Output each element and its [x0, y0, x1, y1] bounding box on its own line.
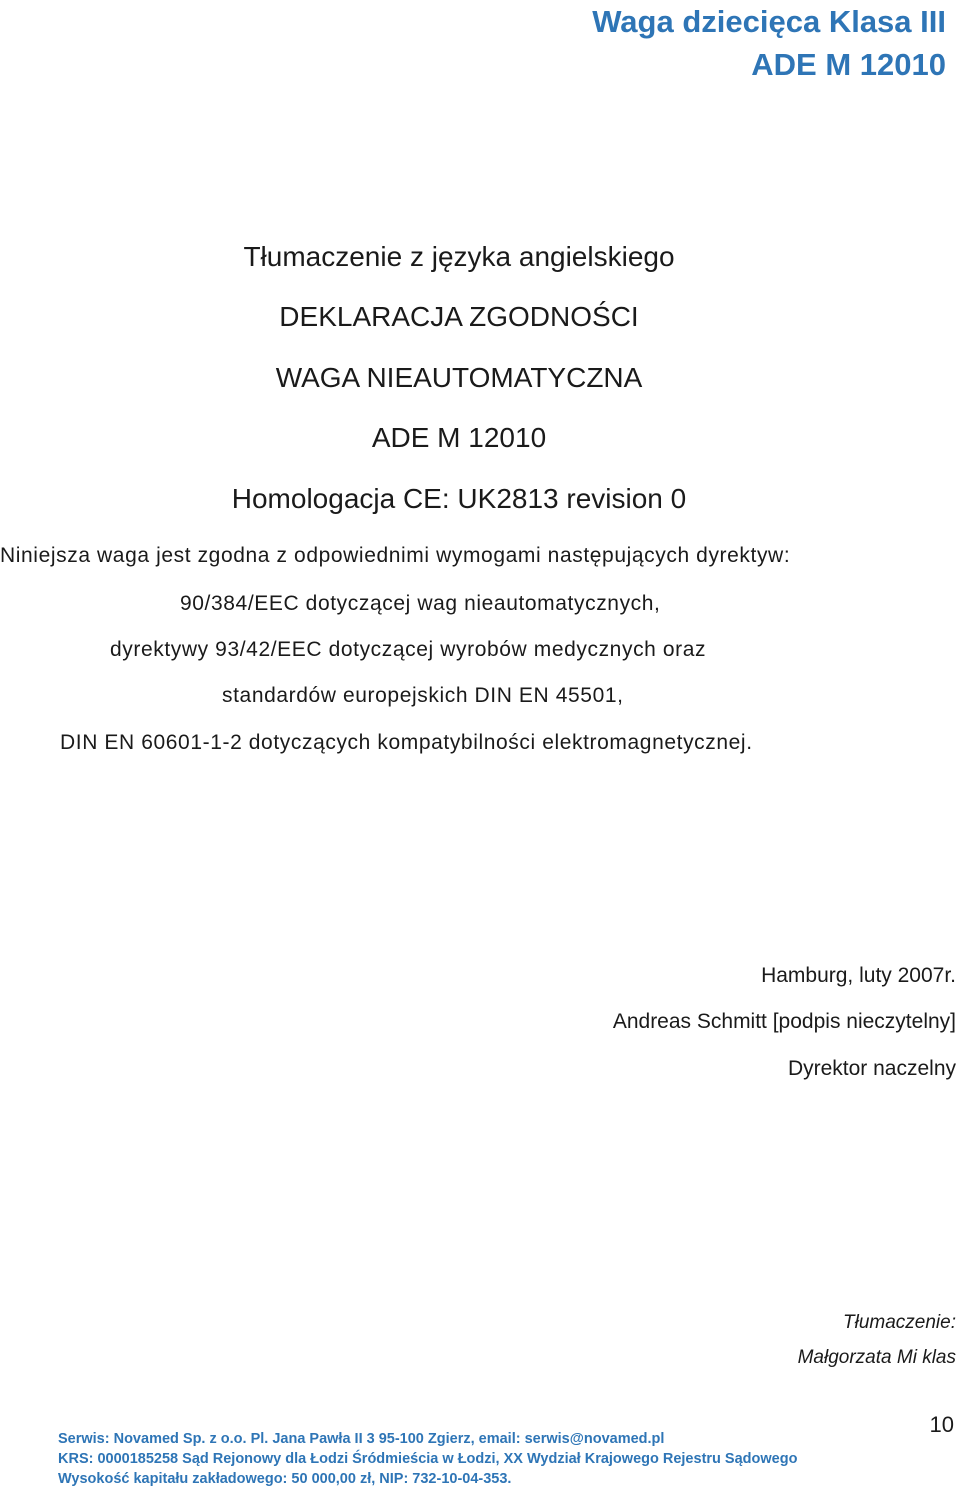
- declaration-title: DEKLARACJA ZGODNOŚCI: [279, 301, 639, 332]
- translator-name: Małgorzata Mi klas: [797, 1347, 956, 1368]
- model-name: ADE M 12010: [371, 422, 547, 453]
- header-title-line2: ADE M 12010: [751, 47, 946, 82]
- translator-label: Tłumaczenie:: [843, 1312, 956, 1333]
- body-line-3: dyrektywy 93/42/EEC dotyczącej wyrobów medycznych oraz: [110, 638, 707, 661]
- body-line-2: 90/384/EEC dotyczącej wag nieautomatycznych,: [180, 592, 661, 615]
- footer-krs-line: KRS: 0000185258 Sąd Rejonowy dla Łodzi Śródmieścia w Łodzi, XX Wydział Krajowego Rejestru Sądowego: [58, 1451, 798, 1467]
- homologation: Homologacja CE: UK2813 revision 0: [231, 483, 687, 514]
- header-title-line1: Waga dziecięca Klasa III: [592, 4, 946, 39]
- translation-note: Tłumaczenie z języka angielskiego: [243, 241, 675, 272]
- document-header: [592, 0, 946, 86]
- body-line-4: standardów europejskich DIN EN 45501,: [222, 684, 624, 707]
- page-number: 10: [929, 1412, 954, 1437]
- signatory-title: Dyrektor naczelny: [787, 1057, 956, 1080]
- scale-type: WAGA NIEAUTOMATYCZNA: [275, 362, 643, 393]
- signatory: Andreas Schmitt [podpis nieczytelny]: [612, 1010, 956, 1033]
- company-footer: [58, 1429, 797, 1489]
- body-line-1: Niniejsza waga jest zgodna z odpowiednimi wymogami następujących dyrektyw:: [0, 544, 791, 567]
- place-date: Hamburg, luty 2007r.: [761, 964, 956, 987]
- footer-service-line: Serwis: Novamed Sp. z o.o. Pl. Jana Pawła II 3 95-100 Zgierz, email: serwis@novamed.pl: [58, 1431, 665, 1447]
- body-line-5: DIN EN 60601-1-2 dotyczących kompatybilności elektromagnetycznej.: [60, 731, 753, 754]
- footer-capital-line: Wysokość kapitału zakładowego: 50 000,00 zł, NIP: 732-10-04-353.: [58, 1471, 512, 1487]
